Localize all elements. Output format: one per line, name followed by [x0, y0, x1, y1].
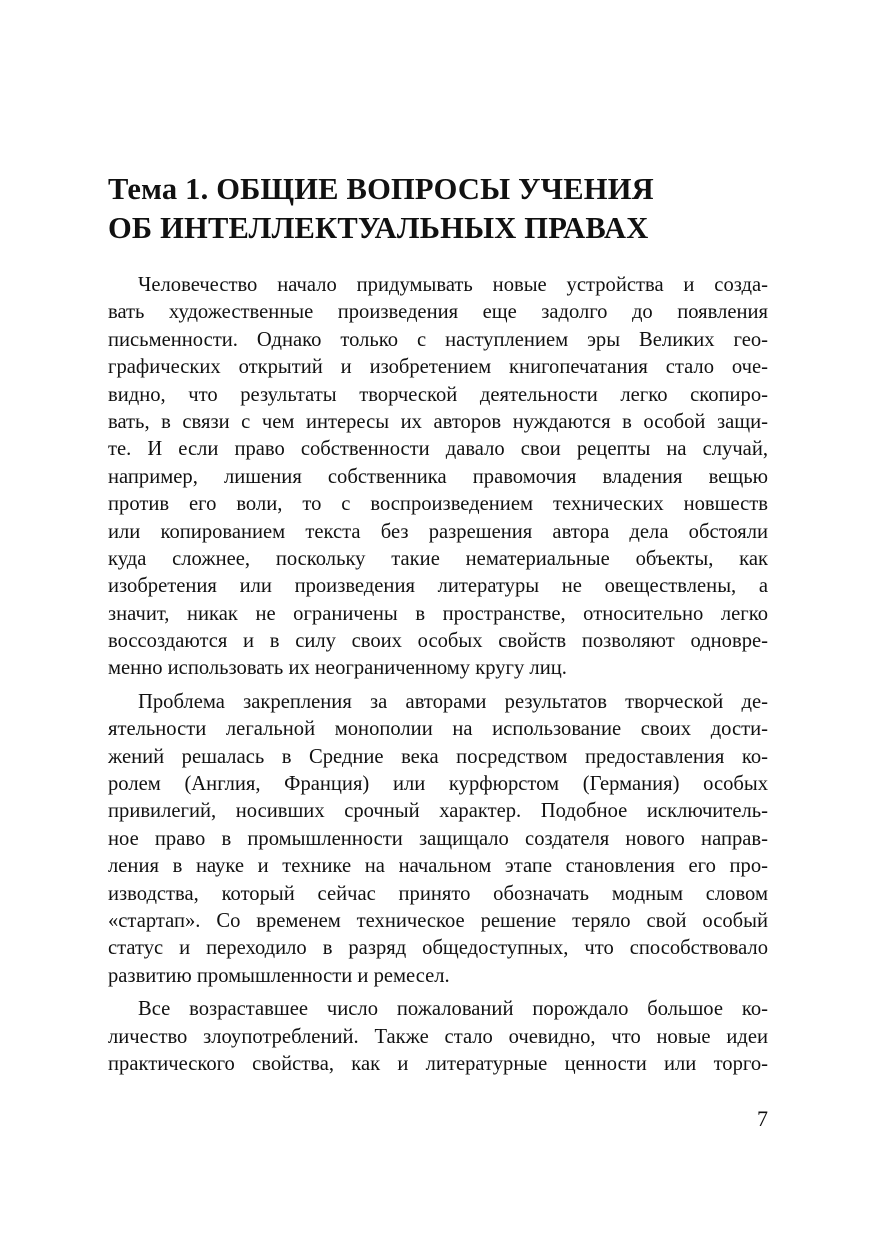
paragraph-line: письменности. Однако только с наступлением эры Великих гео-	[108, 328, 768, 351]
paragraph-line: привилегий, носивших срочный характер. Подобное исключитель-	[108, 800, 768, 823]
paragraph-line: или копированием текста без разрешения автора дела обстояли	[108, 520, 768, 543]
paragraph	[108, 272, 768, 683]
paragraph-line: ролем (Англия, Франция) или курфюрстом (Германия) особых	[108, 773, 768, 796]
paragraph-line: практического свойства, как и литературные ценности или торго-	[108, 1052, 768, 1075]
paragraph-line: личество злоупотреблений. Также стало очевидно, что новые идеи	[108, 1025, 768, 1048]
paragraph-line: ное право в промышленности защищало создателя нового направ-	[108, 827, 768, 850]
paragraph-line: изобретения или произведения литературы не овеществлены, а	[108, 575, 768, 598]
paragraph-line: развитию промышленности и ремесел.	[108, 964, 450, 987]
paragraph-line: графических открытий и изобретением книгопечатания стало оче-	[108, 356, 768, 379]
paragraph-line: воссоздаются и в силу своих особых свойств позволяют одновре-	[108, 630, 768, 653]
paragraph-line: те. И если право собственности давало свои рецепты на случай,	[108, 438, 768, 461]
paragraph-line: вать художественные произведения еще задолго до появления	[108, 301, 768, 324]
chapter-heading-line-1: Тема 1. ОБЩИЕ ВОПРОСЫ УЧЕНИЯ	[108, 172, 654, 206]
paragraph-line: статус и переходило в разряд общедоступных, что способствовало	[108, 937, 768, 960]
paragraph-line: против его воли, то с воспроизведением технических новшеств	[108, 493, 768, 516]
paragraph-line: вать, в связи с чем интересы их авторов нуждаются в особой защи-	[108, 410, 768, 433]
paragraph-line: «стартап». Со временем техническое решение теряло свой особый	[108, 909, 768, 932]
paragraph-line: например, лишения собственника правомочия владения вещью	[108, 465, 768, 488]
paragraph	[108, 689, 768, 990]
paragraph-line: Все возраставшее число пожалований порождало большое ко-	[138, 998, 768, 1021]
paragraph	[108, 996, 768, 1078]
chapter-heading	[108, 170, 788, 248]
paragraph-line: изводства, который сейчас принято обозначать модным словом	[108, 882, 768, 905]
paragraph-line: менно использовать их неограниченному кругу лиц.	[108, 657, 567, 680]
paragraph-line: видно, что результаты творческой деятельности легко скопиро-	[108, 383, 768, 406]
body-text	[108, 272, 768, 1084]
paragraph-line: куда сложнее, поскольку такие нематериальные объекты, как	[108, 547, 768, 570]
paragraph-line: Человечество начало придумывать новые устройства и созда-	[138, 274, 768, 296]
page-number: 7	[757, 1106, 768, 1131]
paragraph-line: жений решалась в Средние века посредством предоставления ко-	[108, 745, 768, 768]
paragraph-line: ятельности легальной монополии на использование своих дости-	[108, 718, 768, 741]
paragraph-line: Проблема закрепления за авторами результатов творческой де-	[138, 690, 768, 713]
paragraph-line: значит, никак не ограничены в пространстве, относительно легко	[108, 602, 768, 625]
chapter-heading-line-2: ОБ ИНТЕЛЛЕКТУАЛЬНЫХ ПРАВАХ	[108, 211, 649, 245]
paragraph-line: ления в науке и технике на начальном этапе становления его про-	[108, 855, 768, 878]
